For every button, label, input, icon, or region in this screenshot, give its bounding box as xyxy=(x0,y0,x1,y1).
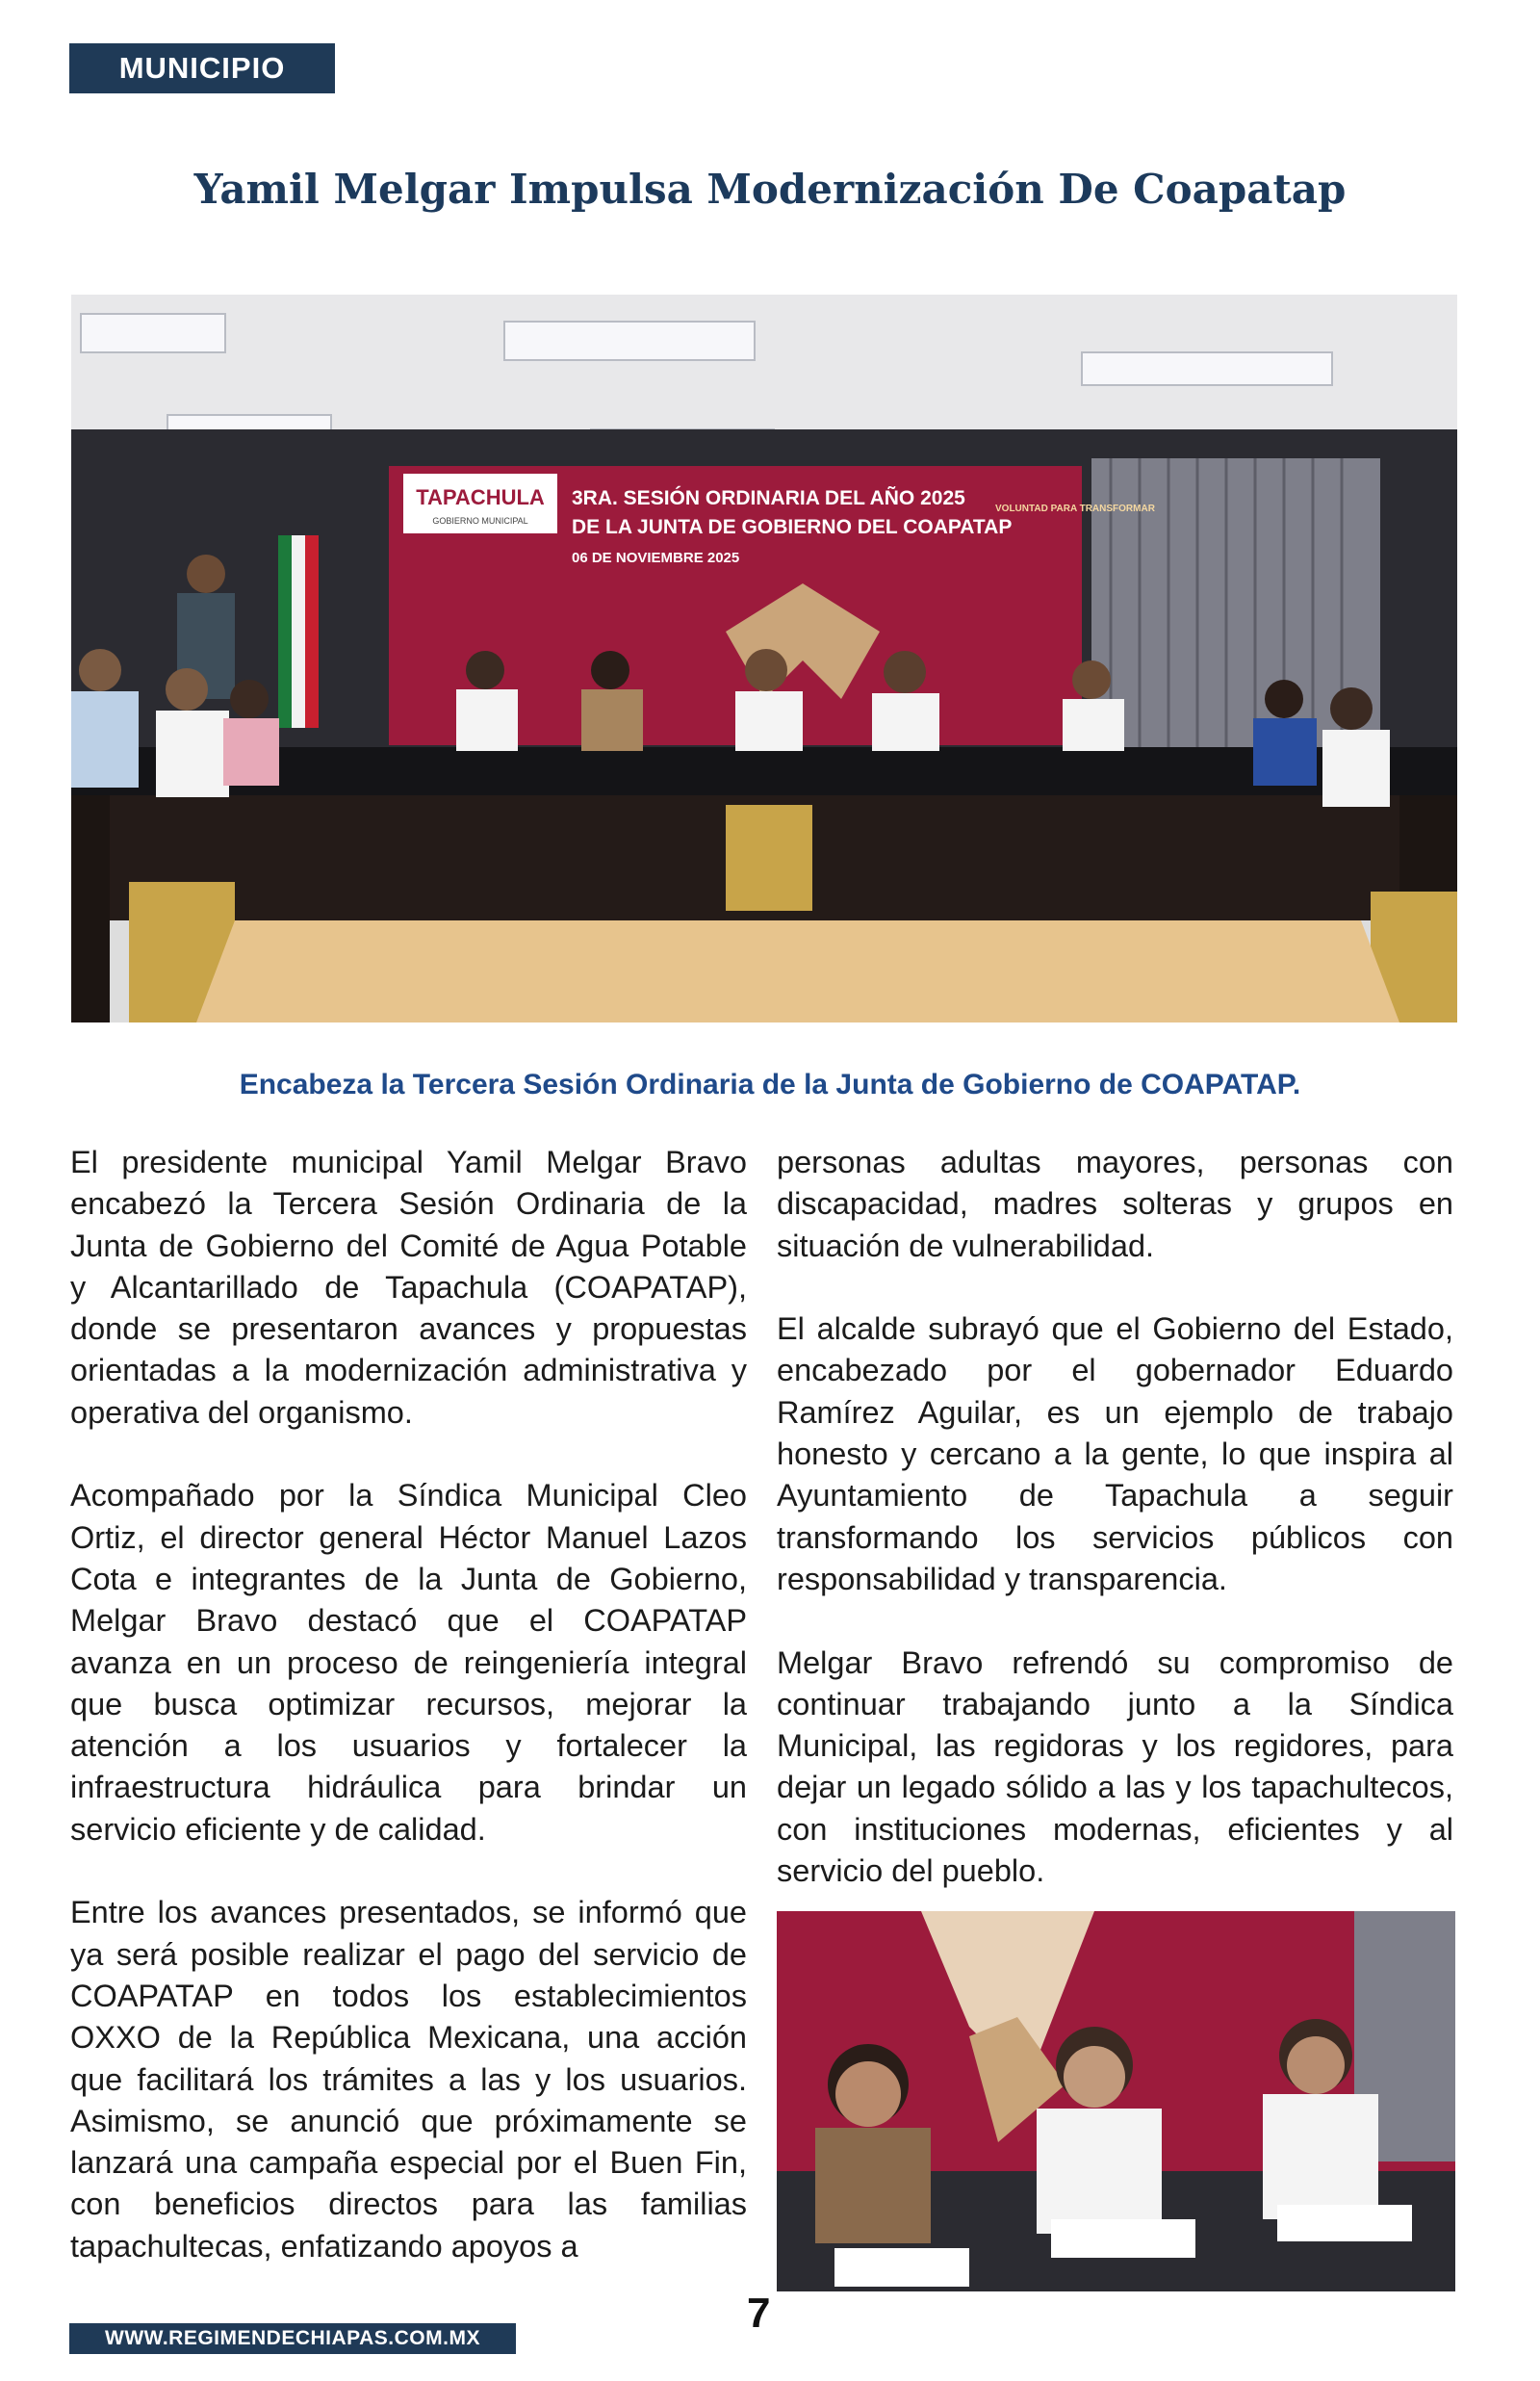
page-number: 7 xyxy=(747,2290,771,2337)
banner-line-1: 3RA. SESIÓN ORDINARIA DEL AÑO 2025 xyxy=(572,487,965,509)
desk-emblem xyxy=(726,805,812,911)
article-column-right xyxy=(777,1142,1453,1934)
paragraph: personas adultas mayores, personas con discapacidad, madres solteras y grupos en situación de vulnerabilidad. xyxy=(777,1145,1453,1263)
paragraph: Melgar Bravo refrendó su compromiso de continuar trabajando junto a la Síndica Municipal, las regidoras y los regidores, para dejar un legado sólido a las y los tapachultecos, con instituciones modernas, eficientes y al servicio del pueblo. xyxy=(777,1644,1453,1889)
article-title: Yamil Melgar Impulsa Modernización De Coapatap xyxy=(193,166,1347,213)
section-tag: MUNICIPIO xyxy=(69,43,335,93)
article-column-left xyxy=(70,1142,747,2309)
paragraph: Entre los avances presentados, se informó que ya será posible realizar el pago del servicio de COAPATAP en todos los establecimientos OXXO de la República Mexicana, una acción que facilitará los trámites a las y los usuarios. Asimismo, se anunció que próximamente se lanzará una campaña especial por el Buen Fin, con beneficios directos para las familias tapachultecas, enfatizando apoyos a xyxy=(70,1895,747,2264)
footer-website[interactable]: WWW.REGIMENDECHIAPAS.COM.MX xyxy=(69,2323,516,2354)
paragraph: Acompañado por la Síndica Municipal Cleo Ortiz, el director general Héctor Manuel Lazos Cota e integrantes de la Junta de Gobierno, Melgar Bravo destacó que el COAPATAP avanza en un proceso de reingeniería integral que busca optimizar recursos, mejorar la atención a los usuarios y fortalecer la infraestructura hidráulica para brindar un servicio eficiente y de calidad. xyxy=(70,1478,747,1847)
banner-date: 06 DE NOVIEMBRE 2025 xyxy=(572,550,740,566)
banner-logo-sub: GOBIERNO MUNICIPAL xyxy=(432,516,528,526)
paragraph: El alcalde subrayó que el Gobierno del Estado, encabezado por el gobernador Eduardo Ramírez Aguilar, es un ejemplo de trabajo honesto y cercano a la gente, lo que inspira al Ayuntamiento de Tapachula a seguir transformando los servicios públicos con responsabilidad y transparencia. xyxy=(777,1311,1453,1596)
photo-caption: Encabeza la Tercera Sesión Ordinaria de la Junta de Gobierno de COAPATAP. xyxy=(239,1069,1301,1100)
paragraph: El presidente municipal Yamil Melgar Bravo encabezó la Tercera Sesión Ordinaria de la Junta de Gobierno del Comité de Agua Potable y Alcantarillado de Tapachula (COAPATAP), donde se presentaron avances y propuestas orientadas a la modernización administrativa y operativa del organismo. xyxy=(70,1145,747,1430)
banner-logo: TAPACHULA xyxy=(416,485,545,509)
banner-slogan: VOLUNTAD PARA TRANSFORMAR xyxy=(995,504,1155,514)
secondary-photo xyxy=(777,1911,1455,2291)
banner-line-2: DE LA JUNTA DE GOBIERNO DEL COAPATAP xyxy=(572,516,1013,538)
main-photo xyxy=(71,295,1457,1022)
